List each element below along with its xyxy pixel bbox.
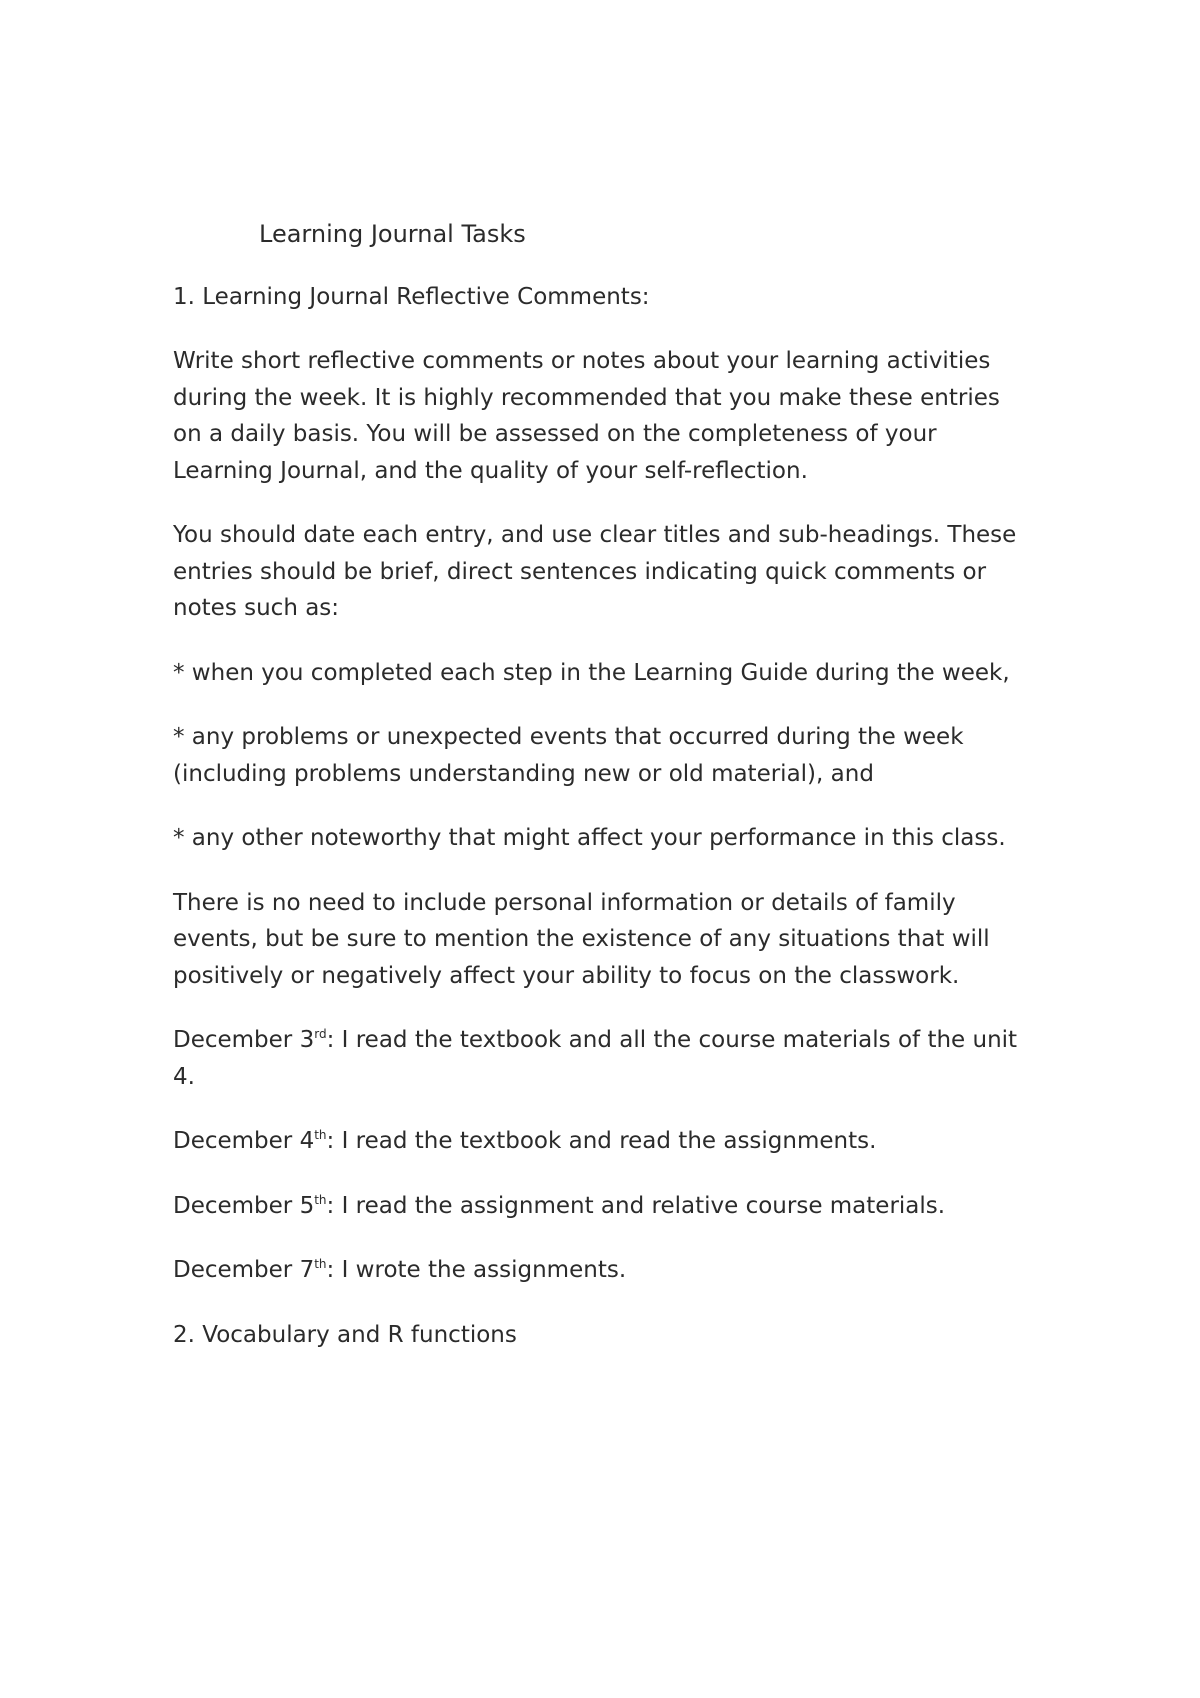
bullet-item: * any problems or unexpected events that occurred during the week (including problems understanding new or old material), and (173, 724, 964, 787)
paragraph-entry-guidelines: You should date each entry, and use clear titles and sub-headings. These entries should be brief, direct sentences indicating quick comments or notes such as: (173, 522, 1017, 621)
entry-text: : I wrote the assignments. (326, 1257, 627, 1283)
journal-entry (173, 1022, 1033, 1095)
entry-date: December 4 (173, 1128, 315, 1154)
document-title: Learning Journal Tasks (259, 220, 526, 248)
entry-date-suffix: th (314, 1128, 327, 1142)
entry-text: : I read the textbook and all the course materials of the unit 4. (173, 1027, 1018, 1090)
entry-text: : I read the assignment and relative course materials. (326, 1192, 946, 1219)
entry-date: December 5 (173, 1192, 315, 1219)
entry-date-suffix: th (314, 1192, 327, 1207)
entry-date: December 7 (173, 1257, 315, 1283)
section-heading-reflective-comments: 1. Learning Journal Reflective Comments: (173, 283, 650, 310)
bullet-item: * any other noteworthy that might affect your performance in this class. (173, 825, 1006, 851)
paragraph-personal-info-note: There is no need to include personal information or details of family events, but be sure to mention the existence of any situations that will positively or negatively affect your ability to focus on the classwork. (173, 889, 990, 989)
entry-date: December 3 (173, 1027, 315, 1053)
journal-entry (173, 1188, 1033, 1225)
entry-date-suffix: th (314, 1257, 327, 1271)
section-heading-vocabulary: 2. Vocabulary and R functions (173, 1321, 517, 1348)
entry-date-suffix: rd (314, 1027, 327, 1041)
entry-text: : I read the textbook and read the assignments. (326, 1128, 877, 1154)
document-body (173, 216, 1033, 1381)
journal-entry (173, 1123, 1033, 1160)
journal-entry (173, 1252, 1033, 1289)
bullet-item: * when you completed each step in the Learning Guide during the week, (173, 659, 1010, 686)
paragraph-instructions: Write short reflective comments or notes about your learning activities during the week. It is highly recommended that you make these entries on a daily basis. You will be assessed on the completeness of your Learning Journal, and the quality of your self-reflection. (173, 348, 1000, 484)
